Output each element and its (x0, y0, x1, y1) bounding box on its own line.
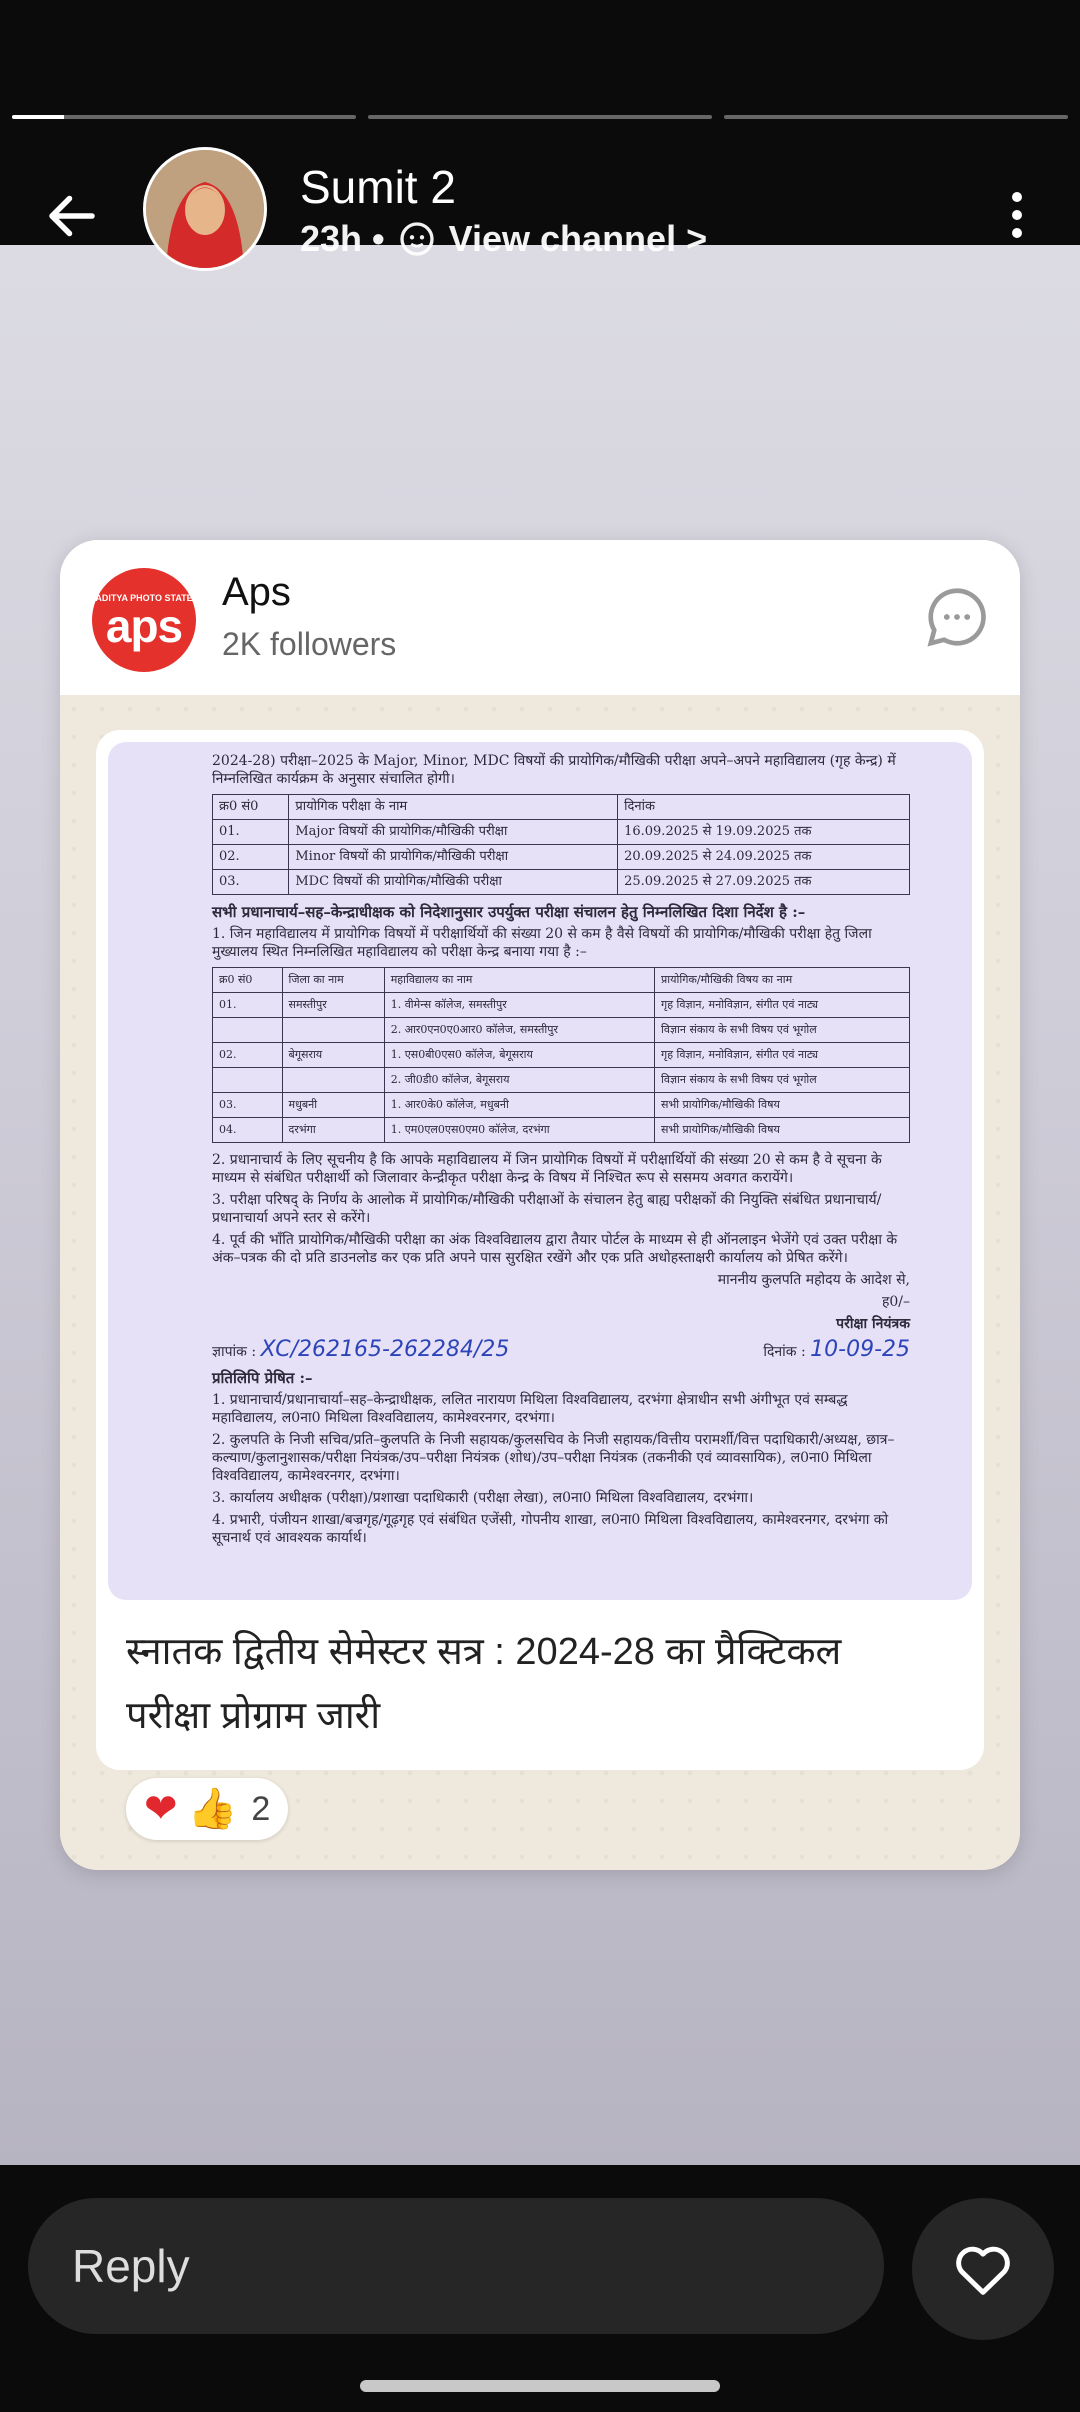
red-heart-emoji: ❤ (144, 1787, 178, 1831)
table-header-cell: प्रायोगिक परीक्षा के नाम (289, 795, 618, 820)
story-progress-segment (12, 115, 356, 119)
table-cell: MDC विषयों की प्रायोगिक/मौखिकी परीक्षा (289, 870, 618, 895)
table-row (213, 993, 910, 1018)
memo-date: 10-09-25 (810, 1337, 910, 1362)
table-cell: गृह विज्ञान, मनोविज्ञान, संगीत एवं नाट्य (655, 993, 910, 1018)
table-row (213, 820, 910, 845)
more-vert-icon[interactable] (982, 180, 1052, 250)
table-cell: 1. आर0के0 कॉलेज, मधुबनी (384, 1093, 654, 1118)
memo-label: ज्ञापांक : (212, 1344, 257, 1360)
view-channel-link[interactable]: View channel > (448, 218, 708, 259)
notice-document-image[interactable] (108, 742, 972, 1600)
table-header-cell: प्रायोगिक/मौखिकी विषय का नाम (655, 968, 910, 993)
avatar[interactable] (143, 147, 267, 271)
home-indicator[interactable] (360, 2380, 720, 2392)
avatar-image (146, 150, 264, 268)
story-progress (12, 115, 1068, 119)
table-cell: 20.09.2025 से 24.09.2025 तक (618, 845, 910, 870)
doc-signatory: परीक्षा नियंत्रक (836, 1316, 910, 1332)
table-row (213, 1118, 910, 1143)
copy-label: प्रतिलिपि प्रेषित :– (212, 1369, 313, 1387)
card-header (60, 540, 1020, 695)
thumbs-up-emoji: 👍 (187, 1787, 238, 1831)
story-meta (300, 218, 707, 260)
card-channel-name[interactable]: Aps (222, 570, 291, 614)
post-caption (126, 1620, 944, 1748)
memo-line (212, 1337, 910, 1362)
exam-centre-table (212, 967, 910, 1143)
table-cell: सभी प्रायोगिक/मौखिकी विषय (655, 1118, 910, 1143)
table-cell (282, 1068, 384, 1093)
table-cell: 1. वीमेन्स कॉलेज, समस्तीपुर (384, 993, 654, 1018)
doc-point-4: 4. पूर्व की भाँति प्रायोगिक/मौखिकी परीक्षा का अंक विश्वविद्यालय द्वारा तैयार पोर्टल के माध्यम से ही ऑनलाइन भेजेंगे एवं उक्त परीक्षा के अंक–पत्रक की दो प्रति डाउनलोड कर एक प्रति अपने पास सुरक्षित रखेंगे और एक प्रति अधोहस्ताक्षरी कार्यालय को प्रेषित करेंगे। (212, 1232, 898, 1266)
reply-input[interactable] (28, 2198, 884, 2334)
table-cell: 02. (213, 845, 289, 870)
story-time: 23h • (300, 218, 385, 259)
channel-chat-icon[interactable] (922, 582, 992, 652)
channel-icon (397, 219, 437, 259)
table-header-cell: क्र0 सं0 (213, 795, 289, 820)
table-row (213, 845, 910, 870)
table-cell: 01. (213, 993, 283, 1018)
doc-directive: सभी प्रधानाचार्य–सह–केन्द्राधीक्षक को निदेशानुसार उपर्युक्त परीक्षा संचालन हेतु निम्नलिखित दिशा निर्देश है :– (212, 903, 806, 921)
table-cell: विज्ञान संकाय के सभी विषय एवं भूगोल (655, 1018, 910, 1043)
date-label: दिनांक : (763, 1344, 806, 1360)
table-cell: Minor विषयों की प्रायोगिक/मौखिकी परीक्षा (289, 845, 618, 870)
table-row (213, 1018, 910, 1043)
followers-count: 2K followers (222, 626, 397, 662)
table-cell: गृह विज्ञान, मनोविज्ञान, संगीत एवं नाट्य (655, 1043, 910, 1068)
logo-main-text: aps (105, 600, 183, 652)
copy-3: 3. कार्यालय अधीक्षक (परीक्षा)/प्रशाखा पदाधिकारी (परीक्षा लेखा), ल0ना0 मिथिला विश्वविद्यालय, दरभंगा। (212, 1490, 754, 1506)
table-header-cell: दिनांक (618, 795, 910, 820)
table-cell: 2. आर0एन0ए0आर0 कॉलेज, समस्तीपुर (384, 1018, 654, 1043)
table-cell (213, 1018, 283, 1043)
table-row (213, 1043, 910, 1068)
reply-placeholder: Reply (72, 2240, 190, 2292)
exam-schedule-table (212, 794, 910, 895)
post-bubble[interactable] (96, 730, 984, 1770)
table-cell: बेगूसराय (282, 1043, 384, 1068)
table-cell: विज्ञान संकाय के सभी विषय एवं भूगोल (655, 1068, 910, 1093)
table-cell: 2. जी0डी0 कॉलेज, बेगूसराय (384, 1068, 654, 1093)
table-cell: सभी प्रायोगिक/मौखिकी विषय (655, 1093, 910, 1118)
story-progress-segment (368, 115, 712, 119)
table-cell: 01. (213, 820, 289, 845)
table-header-cell: जिला का नाम (282, 968, 384, 993)
logo-top-text: ADITYA PHOTO STATE (95, 593, 193, 603)
table-cell: 25.09.2025 से 27.09.2025 तक (618, 870, 910, 895)
table-row (213, 1093, 910, 1118)
channel-name[interactable]: Sumit 2 (300, 161, 456, 213)
doc-intro: 2024-28) परीक्षा–2025 के Major, Minor, MDC विषयों की प्रायोगिक/मौखिकी परीक्षा अपने–अपने महाविद्यालय (गृह केन्द्र) में निम्नलिखित कार्यक्रम के अनुसार संचालित होगी। (212, 753, 896, 787)
doc-order: माननीय कुलपति महोदय के आदेश से, (717, 1272, 910, 1288)
copy-1: 1. प्रधानाचार्य/प्रधानाचार्या–सह–केन्द्राधीक्षक, ललित नारायण मिथिला विश्वविद्यालय, दरभंगा क्षेत्राधीन सभी अंगीभूत एवं सम्बद्ध महाविद्यालय, ल0ना0 मिथिला विश्वविद्यालय, कामेश्वरनगर, दरभंगा। (212, 1392, 848, 1426)
channel-logo[interactable] (92, 568, 196, 672)
table-cell: 1. एम0एल0एस0एम0 कॉलेज, दरभंगा (384, 1118, 654, 1143)
table-cell: समस्तीपुर (282, 993, 384, 1018)
caption-line: स्नातक द्वितीय सेमेस्टर सत्र : 2024-28 का प्रैक्टिकल (126, 1631, 842, 1673)
doc-point-1: 1. जिन महाविद्यालय में प्रायोगिक विषयों में परीक्षार्थियों की संख्या 20 से कम है वैसे विषयों की प्रायोगिक/मौखिकी परीक्षा हेतु जिला मुख्यालय स्थित निम्नलिखित महाविद्यालय को परीक्षा केन्द्र बनाया गया है :– (212, 926, 872, 960)
table-cell: 03. (213, 1093, 283, 1118)
table-row (213, 1068, 910, 1093)
copy-2: 2. कुलपति के निजी सचिव/प्रति–कुलपति के निजी सहायक/कुलसचिव के निजी सहायक/वित्तीय परामर्शी/वित्त पदाधिकारी/अध्यक्ष, छात्र–कल्याण/कुलानुशासक/परीक्षा नियंत्रक/उप–परीक्षा नियंत्रक (शोध)/उप–परीक्षा नियंत्रक (तकनीकी एवं व्यावसायिक), ल0ना0 मिथिला विश्वविद्यालय, कामेश्वरनगर, दरभंगा। (212, 1432, 895, 1484)
table-row (213, 870, 910, 895)
table-cell: Major विषयों की प्रायोगिक/मौखिकी परीक्षा (289, 820, 618, 845)
story-progress-segment (724, 115, 1068, 119)
reaction-count: 2 (251, 1789, 271, 1828)
notice-text (108, 742, 972, 1600)
table-cell (282, 1018, 384, 1043)
reactions-pill[interactable] (126, 1778, 288, 1840)
caption-line: परीक्षा प्रोग्राम जारी (126, 1695, 381, 1737)
table-cell: 1. एस0बी0एस0 कॉलेज, बेगूसराय (384, 1043, 654, 1068)
memo-number: XC/262165-262284/25 (260, 1337, 510, 1362)
copy-4: 4. प्रभारी, पंजीयन शाखा/बज्रगृह/गूढ़गृह एवं संबंधित एजेंसी, गोपनीय शाखा, ल0ना0 मिथिला विश्वविद्यालय, कामेश्वरनगर, दरभंगा को सूचनार्थ एवं आवश्यक कार्यार्थ। (212, 1512, 889, 1546)
table-cell (213, 1068, 283, 1093)
table-cell: 16.09.2025 से 19.09.2025 तक (618, 820, 910, 845)
table-header-cell: क्र0 सं0 (213, 968, 283, 993)
table-cell: 02. (213, 1043, 283, 1068)
back-button[interactable] (36, 180, 108, 252)
table-cell: 03. (213, 870, 289, 895)
doc-signed: ह0/– (881, 1294, 910, 1310)
table-header-cell: महाविद्यालय का नाम (384, 968, 654, 993)
table-cell: मधुबनी (282, 1093, 384, 1118)
doc-point-3: 3. परीक्षा परिषद् के निर्णय के आलोक में प्रायोगिक/मौखिकी परीक्षाओं के संचालन हेतु बाह्य परीक्षकों की नियुक्ति संबंधित प्रधानाचार्य/प्रधानाचार्या अपने स्तर से करेंगे। (212, 1192, 882, 1226)
doc-point-2: 2. प्रधानाचार्य के लिए सूचनीय है कि आपके महाविद्यालय में जिन प्रायोगिक विषयों में परीक्षार्थियों की संख्या 20 से कम है वे सूचना के माध्यम से संबंधित परीक्षार्थी को जिलावार केन्द्रीकृत परीक्षा केन्द्र के विषय में निश्चित रूप से ससमय अवगत करायेंगे। (212, 1152, 882, 1186)
channel-post-card[interactable] (60, 540, 1020, 1870)
table-cell: 04. (213, 1118, 283, 1143)
story-header (0, 140, 1080, 270)
heart-outline-icon (950, 2236, 1016, 2302)
arrow-left-icon (42, 186, 102, 246)
table-cell: दरभंगा (282, 1118, 384, 1143)
like-button[interactable] (912, 2198, 1054, 2340)
